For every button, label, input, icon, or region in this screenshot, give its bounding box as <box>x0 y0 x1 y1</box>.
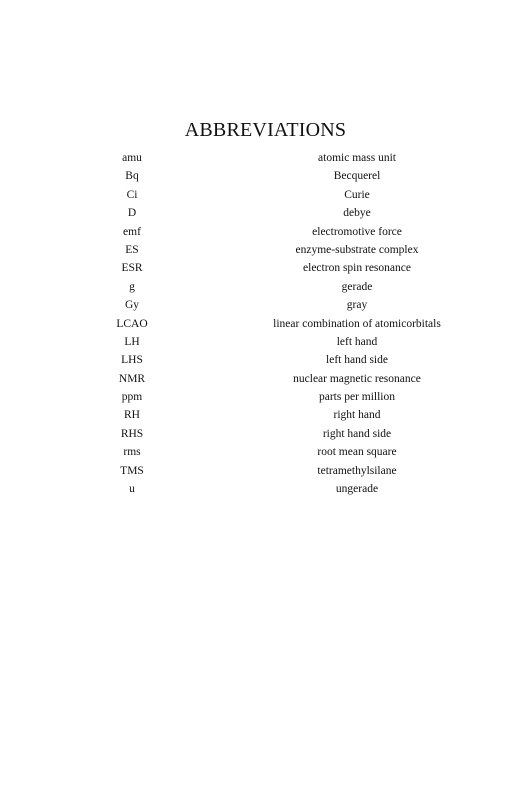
abbreviation-term: u <box>129 483 135 496</box>
abbreviation-term: LH <box>124 335 140 348</box>
abbreviation-row <box>0 480 531 498</box>
abbreviation-term: emf <box>123 225 141 238</box>
abbreviation-definition: gray <box>346 299 368 312</box>
abbreviation-term: RHS <box>120 427 144 440</box>
abbreviation-definition: Curie <box>344 188 370 201</box>
abbreviation-row <box>0 406 531 424</box>
abbreviation-definition: right hand <box>333 409 381 422</box>
abbreviation-row <box>0 149 531 167</box>
abbreviation-term: LHS <box>121 354 143 367</box>
abbreviation-definition: atomic mass unit <box>318 152 396 164</box>
abbreviation-term: LCAO <box>116 317 148 330</box>
abbreviation-list <box>0 149 531 498</box>
abbreviation-row <box>0 259 531 277</box>
abbreviation-definition: parts per million <box>318 391 395 404</box>
abbreviation-definition: Becquerel <box>333 170 381 183</box>
abbreviation-definition: electromotive force <box>312 225 402 238</box>
abbreviation-row <box>0 278 531 296</box>
abbreviation-definition: right hand side <box>322 427 392 440</box>
abbreviation-term: Bq <box>125 170 139 183</box>
abbreviation-term: ES <box>125 243 139 256</box>
abbreviation-definition: gerade <box>341 280 373 293</box>
abbreviation-row <box>0 462 531 480</box>
abbreviation-row <box>0 333 531 351</box>
abbreviation-row <box>0 296 531 314</box>
abbreviation-term: RH <box>124 409 140 422</box>
abbreviation-term: rms <box>123 446 141 459</box>
abbreviation-term: NMR <box>118 372 146 385</box>
abbreviation-definition: electron spin resonance <box>303 262 411 275</box>
abbreviation-term: Gy <box>124 299 140 312</box>
abbreviation-definition: nuclear magnetic resonance <box>293 372 421 385</box>
abbreviation-term: g <box>129 280 135 293</box>
page-title: ABBREVIATIONS <box>184 119 347 141</box>
abbreviation-definition: enzyme-substrate complex <box>295 243 419 256</box>
abbreviation-row <box>0 241 531 259</box>
abbreviation-definition: linear combination of atomicorbitals <box>273 317 441 330</box>
abbreviation-definition: left hand side <box>326 354 388 367</box>
abbreviation-row <box>0 443 531 461</box>
abbreviation-row <box>0 186 531 204</box>
abbreviation-definition: tetramethylsilane <box>317 464 397 477</box>
abbreviation-row <box>0 204 531 222</box>
abbreviation-row <box>0 167 531 185</box>
abbreviation-definition: ungerade <box>335 483 379 496</box>
abbreviation-row <box>0 351 531 369</box>
abbreviation-term: ppm <box>121 391 143 404</box>
abbreviation-row <box>0 223 531 241</box>
abbreviation-term: TMS <box>120 464 144 477</box>
abbreviation-term: amu <box>122 152 142 164</box>
abbreviation-row <box>0 425 531 443</box>
abbreviation-row <box>0 315 531 333</box>
abbreviation-term: ESR <box>121 262 143 275</box>
abbreviation-term: Ci <box>126 188 138 201</box>
abbreviation-definition: debye <box>343 207 371 220</box>
abbreviation-definition: root mean square <box>317 446 397 459</box>
abbreviation-term: D <box>127 207 137 220</box>
abbreviation-row <box>0 388 531 406</box>
abbreviation-row <box>0 370 531 388</box>
abbreviation-definition: left hand <box>336 335 378 348</box>
